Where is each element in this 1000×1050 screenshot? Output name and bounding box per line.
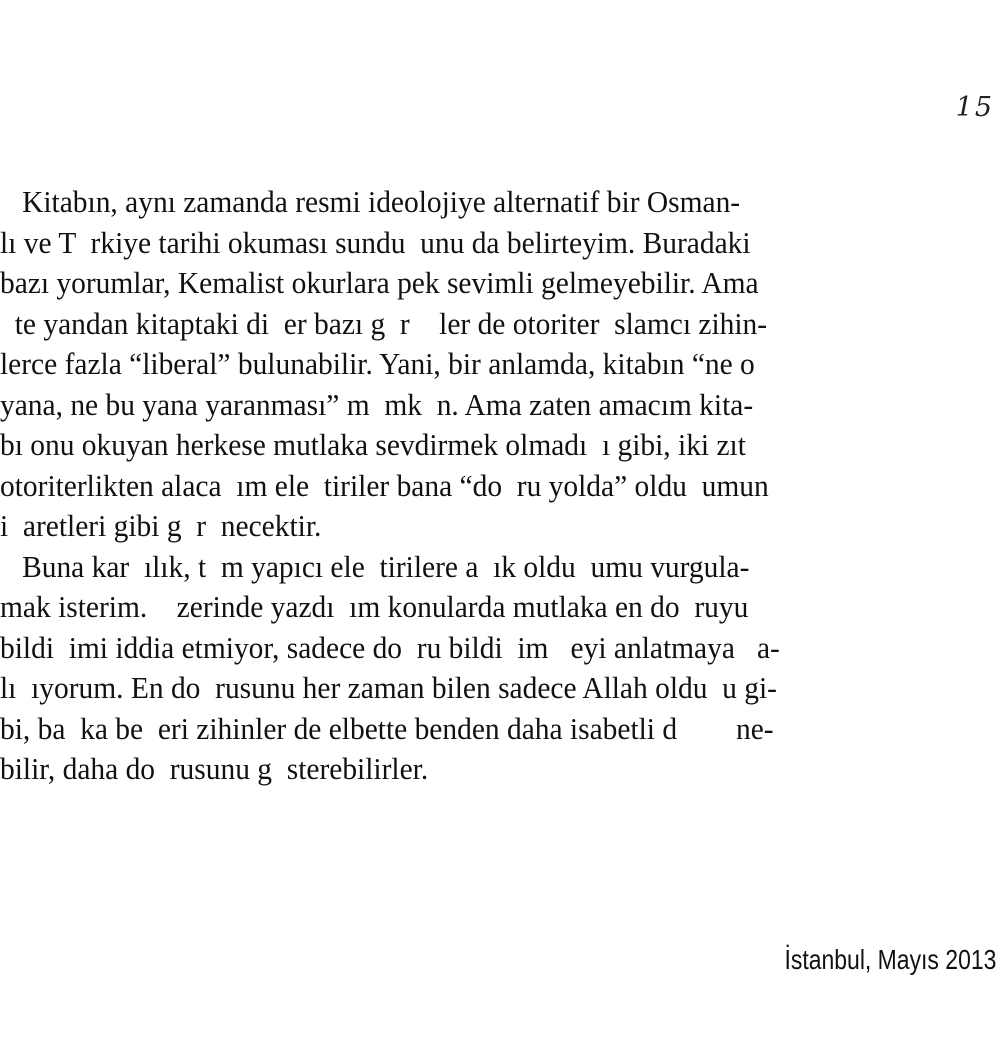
text-line: bazı yorumlar, Kemalist okurlara pek sevimli gelmeyebilir. Ama xyxy=(0,265,759,300)
text-line: yana, ne bu yana yaranması” m mk n. Ama zaten amacım kita- xyxy=(0,386,754,422)
page-number: 15 xyxy=(955,92,994,123)
text-line: bildi imi iddia etmiyor, sadece do ru bildi im eyi anlatmaya a- xyxy=(0,629,780,665)
text-line: lı ve T rkiye tarihi okuması sundu unu da belirteyim. Buradaki xyxy=(0,224,751,260)
body-text xyxy=(0,182,1000,790)
text-line: bi, ba ka be eri zihinler de elbette benden daha isabetli d ne- xyxy=(0,710,774,746)
text-line: te yandan kitaptaki di er bazı g r ler de otoriter slamcı zihin- xyxy=(0,305,768,341)
text-line: Buna kar ılık, t m yapıcı ele tirilere a ık oldu umu vurgula- xyxy=(0,548,750,584)
text-line: lı ıyorum. En do rusunu her zaman bilen sadece Allah oldu u gi- xyxy=(0,670,777,705)
place-date-signoff: İstanbul, Mayıs 2013 xyxy=(784,944,996,975)
text-line: bı onu okuyan herkese mutlaka sevdirmek olmadı ı gibi, iki zıt xyxy=(0,427,746,462)
text-line: mak isterim. zerinde yazdı ım konularda mutlaka en do ruyu xyxy=(0,589,749,624)
text-line: i aretleri gibi g r necektir. xyxy=(0,508,322,543)
text-line: otoriterlikten alaca ım ele tiriler bana “do ru yolda” oldu umun xyxy=(0,467,769,503)
text-line: Kitabın, aynı zamanda resmi ideolojiye alternatif bir Osman- xyxy=(0,184,741,219)
text-line: lerce fazla “liberal” bulunabilir. Yani, bir anlamda, kitabın “ne o xyxy=(0,346,755,381)
text-line: bilir, daha do rusunu g sterebilirler. xyxy=(0,751,429,786)
